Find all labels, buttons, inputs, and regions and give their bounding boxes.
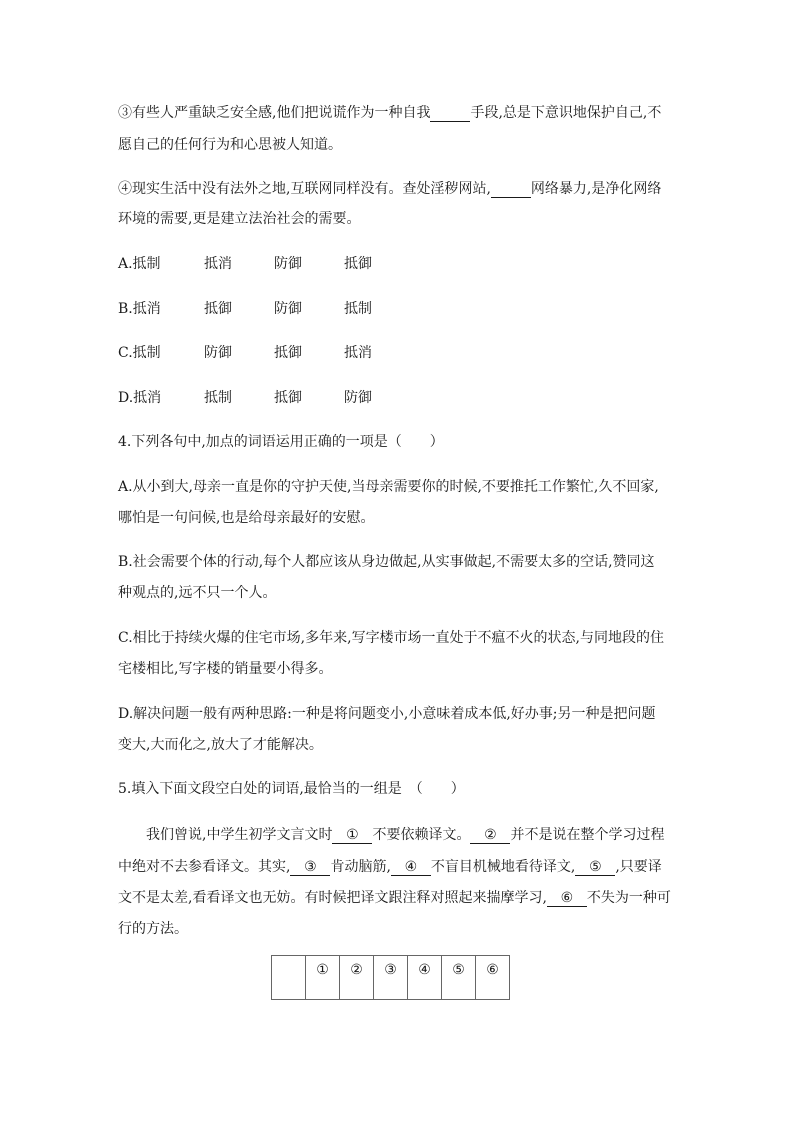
table-header-4: ④ bbox=[408, 956, 442, 1000]
q5-blank-4: ④ bbox=[391, 859, 431, 876]
table-header-5: ⑤ bbox=[442, 956, 476, 1000]
option-b-word4: 抵制 bbox=[344, 301, 372, 317]
q5-blank-2: ② bbox=[470, 827, 510, 844]
q5-p1-text-a: 我们曾说,中学生初学文言文时 bbox=[146, 827, 333, 843]
q4-option-c-line2: 宅楼相比,写字楼的销量要小得多。 bbox=[118, 661, 333, 677]
q4-stem: 4.下列各句中,加点的词语运用正确的一项是（ ） bbox=[118, 434, 444, 450]
q5-stem: 5.填入下面文段空白处的词语,最恰当的一组是 （ ） bbox=[118, 781, 465, 797]
q5-p3-text-a: 文不是太差,看看译文也无妨。有时候把译文跟注释对照起来揣摩学习, bbox=[118, 890, 547, 906]
q3-item3-text-pre: ③有些人严重缺乏安全感,他们把说谎作为一种自我 bbox=[118, 105, 431, 121]
table-header-2: ② bbox=[340, 956, 374, 1000]
option-b-word3: 防御 bbox=[274, 301, 302, 317]
option-d-word4: 防御 bbox=[344, 390, 372, 406]
q5-p1-text-c: 并不是说在整个学习过程 bbox=[510, 827, 665, 843]
q4-option-b-line2: 种观点的,远不只一个人。 bbox=[118, 585, 277, 601]
q5-p2-text-b: 肯动脑筋, bbox=[330, 859, 391, 875]
q4-option-b-line1: B.社会需要个体的行动,每个人都应该从身边做起,从实事做起,不需要太多的空话,赞同这 bbox=[118, 554, 655, 570]
option-c-word2: 防御 bbox=[204, 345, 232, 361]
q5-blank-1: ① bbox=[332, 827, 372, 844]
option-d-word1: D.抵消 bbox=[118, 390, 162, 406]
option-c-word3: 抵御 bbox=[274, 345, 302, 361]
q3-item3-line2: 愿自己的任何行为和心思被人知道。 bbox=[118, 137, 342, 153]
q5-p3-text-b: 不失为一种可 bbox=[586, 890, 671, 906]
table-header-1: ① bbox=[306, 956, 340, 1000]
q3-item4-line2: 环境的需要,更是建立法治社会的需要。 bbox=[118, 211, 361, 227]
option-a-word1: A.抵制 bbox=[118, 256, 161, 272]
q3-item4-line1 bbox=[118, 180, 661, 198]
q4-option-d-line2: 变大,大而化之,放大了才能解决。 bbox=[118, 737, 323, 753]
q3-item4-blank bbox=[491, 181, 531, 198]
q5-passage-line2 bbox=[118, 858, 662, 876]
table-row bbox=[272, 956, 510, 1000]
option-d-word2: 抵制 bbox=[204, 390, 232, 406]
table-header-empty bbox=[272, 956, 306, 1000]
q5-blank-3: ③ bbox=[290, 859, 330, 876]
q4-option-d-line1: D.解决问题一般有两种思路:一种是将问题变小,小意味着成本低,好办事;另一种是把问题 bbox=[118, 706, 656, 722]
q5-blank-6: ⑥ bbox=[547, 890, 587, 907]
q5-p2-text-d: ,只要译 bbox=[615, 859, 662, 875]
q3-item4-text-post: 网络暴力,是净化网络 bbox=[530, 181, 662, 197]
q5-passage-line1 bbox=[146, 826, 664, 844]
q5-p2-text-a: 中绝对不去参看译文。其实, bbox=[118, 859, 291, 875]
q4-option-a-line1: A.从小到大,母亲一直是你的守护天使,当母亲需要你的时候,不要推托工作繁忙,久不回家, bbox=[118, 479, 659, 495]
q3-item3-text-post: 手段,总是下意识地保护自己,不 bbox=[470, 105, 662, 121]
q5-passage-line4: 行的方法。 bbox=[118, 921, 188, 937]
option-d-word3: 抵御 bbox=[274, 390, 302, 406]
q3-item3-blank bbox=[430, 105, 470, 122]
option-c-word1: C.抵制 bbox=[118, 345, 161, 361]
q5-p1-text-b: 不要依赖译文。 bbox=[372, 827, 471, 843]
q5-blank-5: ⑤ bbox=[575, 859, 615, 876]
q5-p2-text-c: 不盲目机械地看待译文, bbox=[430, 859, 576, 875]
q3-item4-text-pre: ④现实生活中没有法外之地,互联网同样没有。查处淫秽网站, bbox=[118, 181, 491, 197]
option-a-word4: 抵御 bbox=[344, 256, 372, 272]
table-header-6: ⑥ bbox=[476, 956, 510, 1000]
option-b-word1: B.抵消 bbox=[118, 301, 161, 317]
q5-passage-line3 bbox=[118, 889, 671, 907]
q4-option-a-line2: 哪怕是一句问候,也是给母亲最好的安慰。 bbox=[118, 510, 375, 526]
q3-item3-line1 bbox=[118, 104, 661, 122]
option-b-word2: 抵御 bbox=[204, 301, 232, 317]
q5-answer-table bbox=[271, 955, 510, 1000]
option-c-word4: 抵消 bbox=[344, 345, 372, 361]
q4-option-c-line1: C.相比于持续火爆的住宅市场,多年来,写字楼市场一直处于不瘟不火的状态,与同地段的住 bbox=[118, 630, 665, 646]
option-a-word3: 防御 bbox=[274, 256, 302, 272]
option-a-word2: 抵消 bbox=[204, 256, 232, 272]
table-header-3: ③ bbox=[374, 956, 408, 1000]
